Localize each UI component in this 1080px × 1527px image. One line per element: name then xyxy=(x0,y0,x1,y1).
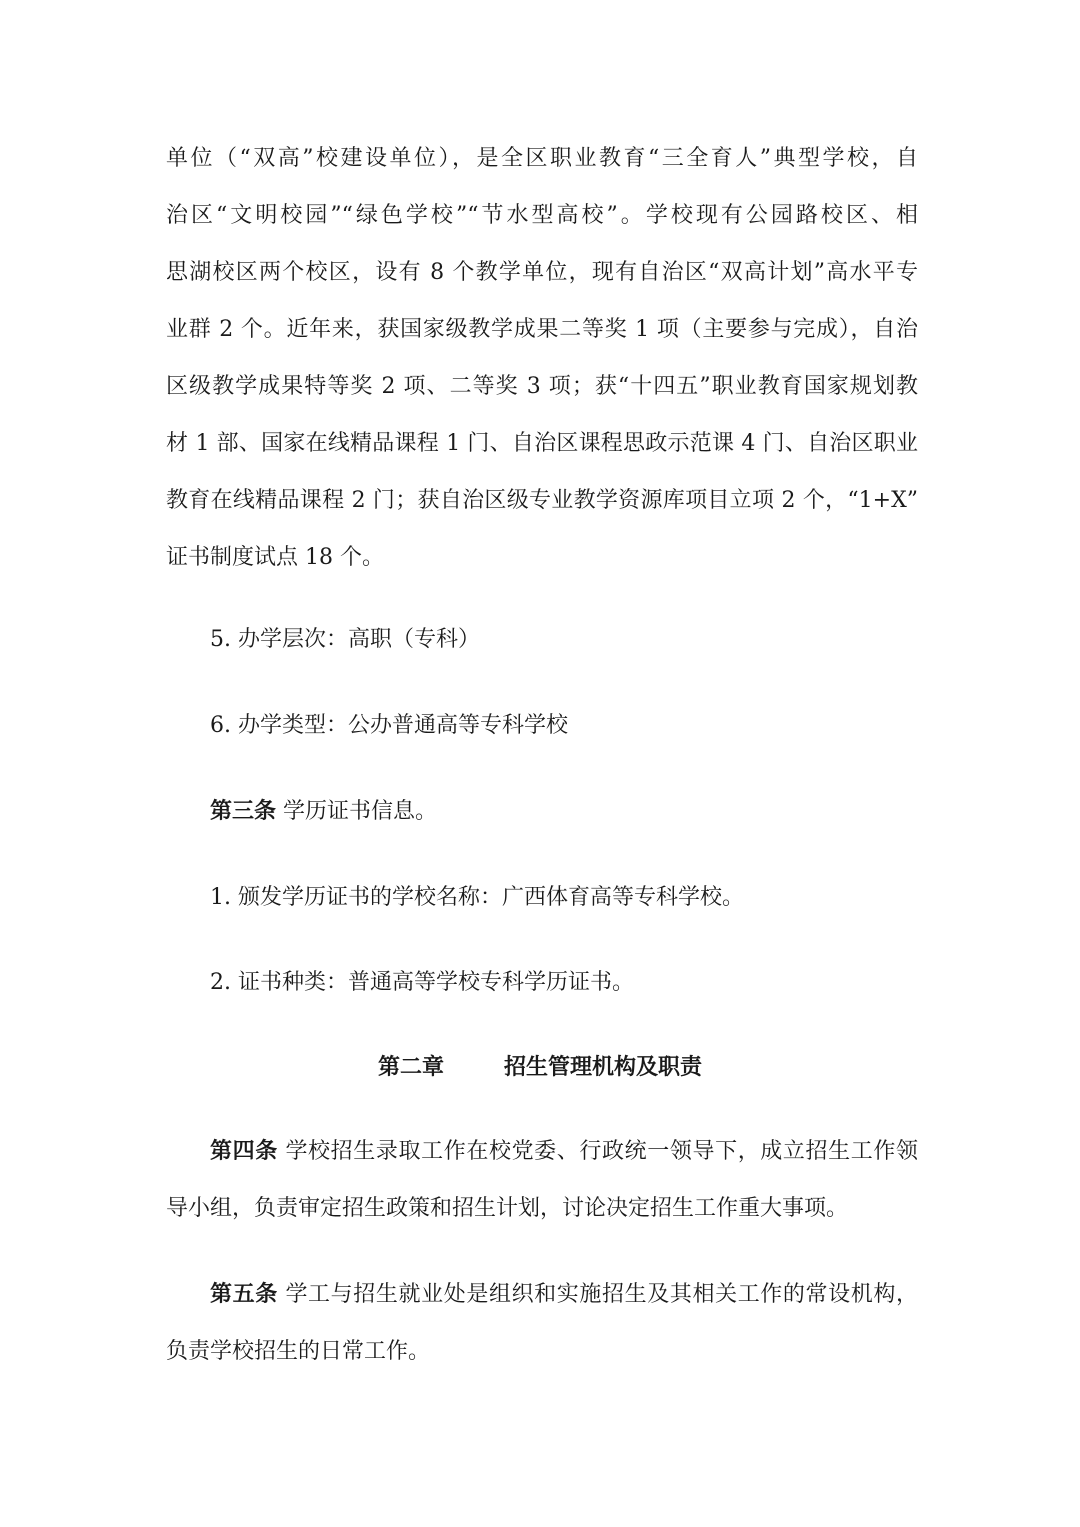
article-3-text: 学历证书信息。 xyxy=(276,799,438,824)
intro-line-4: 业群 2 个。近年来，获国家级教学成果二等奖 1 项（主要参与完成），自治 xyxy=(166,317,918,342)
cert-item-type: 2. 证书种类：普通高等学校专科学历证书。 xyxy=(210,970,634,995)
chapter-number: 第二章 xyxy=(377,1055,444,1080)
intro-line-7: 教育在线精品课程 2 门；获自治区级专业教学资源库项目立项 2 个，“1+X” xyxy=(166,488,918,513)
chapter-heading xyxy=(0,1053,1080,1083)
intro-line-1: 单位（“双高”校建设单位），是全区职业教育“三全育人”典型学校，自 xyxy=(166,146,918,171)
article-5-text-1: 学工与招生就业处是组织和实施招生及其相关工作的常设机构， xyxy=(277,1282,918,1307)
article-4-text-1: 学校招生录取工作在校党委、行政统一领导下，成立招生工作领 xyxy=(277,1139,918,1164)
article-3 xyxy=(210,797,918,827)
intro-line-2: 治区“文明校园”“绿色学校”“节水型高校”。学校现有公园路校区、相 xyxy=(166,203,918,228)
intro-line-3: 思湖校区两个校区，设有 8 个教学单位，现有自治区“双高计划”高水平专 xyxy=(166,260,918,285)
item-school-type: 6. 办学类型：公办普通高等专科学校 xyxy=(210,713,568,738)
item-school-level: 5. 办学层次：高职（专科） xyxy=(210,627,480,652)
chapter-title: 招生管理机构及职责 xyxy=(504,1055,703,1080)
article-4-line-1 xyxy=(210,1137,918,1167)
intro-line-6: 材 1 部、国家在线精品课程 1 门、自治区课程思政示范课 4 门、自治区职业 xyxy=(166,431,918,456)
article-3-label: 第三条 xyxy=(210,799,277,824)
article-5-line-1 xyxy=(210,1280,918,1310)
article-4-label: 第四条 xyxy=(210,1139,278,1164)
intro-line-5: 区级教学成果特等奖 2 项、二等奖 3 项；获“十四五”职业教育国家规划教 xyxy=(166,374,918,399)
article-5-line-2: 负责学校招生的日常工作。 xyxy=(166,1339,431,1364)
cert-item-school-name: 1. 颁发学历证书的学校名称：广西体育高等专科学校。 xyxy=(210,885,744,910)
article-4-line-2: 导小组，负责审定招生政策和招生计划，讨论决定招生工作重大事项。 xyxy=(166,1196,849,1221)
intro-line-8: 证书制度试点 18 个。 xyxy=(166,545,384,570)
article-5-label: 第五条 xyxy=(210,1282,278,1307)
